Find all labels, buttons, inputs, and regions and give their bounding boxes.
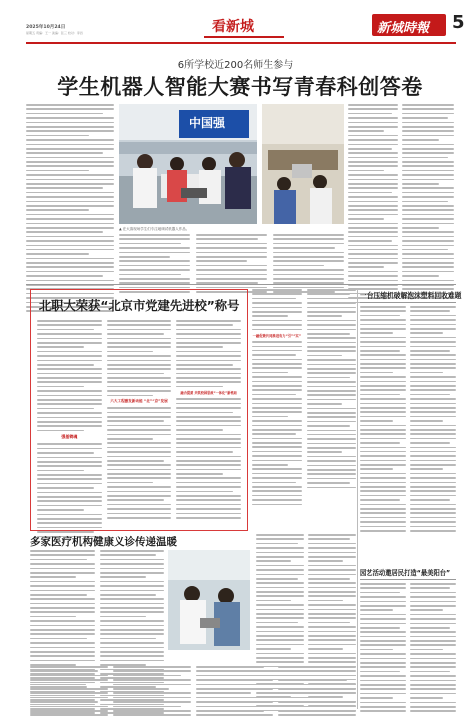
feature-continued [252, 289, 356, 529]
bottom-right-body [360, 583, 456, 715]
robot-competition-photo [119, 104, 257, 224]
bottom-left-headline: 多家医疗机构健康义诊传递温暖 [30, 536, 177, 548]
bottom-right-headline: 园艺活动邀居民打造“最美阳台” [360, 569, 451, 577]
feature-subhead-2: 六大工程激发新动能 “北”“京”发展 [110, 399, 168, 404]
feature-columns [37, 320, 241, 540]
feature-col-1 [37, 320, 102, 540]
bottom-left-photo [168, 550, 250, 650]
feature-subhead-4: 一融促兼共同推进有力“引”“实” [252, 334, 301, 339]
feature-subhead-3: 融合提质 共筑校园思政“一体化”新格局 [180, 391, 237, 396]
lead-headline: 学生机器人智能大赛书写青春科创答卷 [57, 75, 423, 99]
lead-photo-2 [262, 104, 344, 224]
lead-body-right-b [402, 104, 454, 306]
right-top-headline: 一台压缩机破解泡沫塑料回收难题 [360, 291, 462, 300]
feature-col-2 [107, 320, 172, 540]
bottom-left-lower [30, 666, 356, 719]
lead-body-mid [119, 234, 344, 295]
feature-subhead-1: 强基铸魂 [61, 434, 78, 440]
right-top-body [360, 306, 456, 534]
bottom-right-rule [360, 579, 456, 580]
feature-col-3 [176, 320, 241, 540]
page-number: 5 [452, 12, 465, 33]
right-top-rule [360, 302, 456, 303]
lead-photo [119, 104, 257, 224]
lead-kicker: 6所学校近200名师生参与 [177, 60, 294, 71]
paper-name: 新城時報 [377, 21, 430, 36]
classroom-photo [262, 104, 344, 224]
masthead [0, 0, 471, 46]
paper-logo [372, 14, 446, 36]
photo-banner-text: 中国强 [189, 116, 226, 130]
column-rule [357, 289, 358, 709]
section-underline [204, 36, 284, 38]
medical-clinic-photo [168, 550, 250, 650]
lead-body-right-a [348, 104, 398, 306]
lead-photo-caption: ▲ 在大赛现场学生们专注地调试机器人作品。 [119, 227, 190, 231]
feature-box [30, 289, 248, 531]
editor-line: 星期五 责编：王一 美编：张三 校对：李四 [26, 31, 83, 35]
feature-headline: 北职大荣获“北京市党建先进校”称号 [38, 298, 240, 313]
section-divider [26, 284, 456, 285]
masthead-rule [26, 42, 456, 44]
section-title: 看新城 [212, 19, 254, 35]
date-line: 2025年10月24日 [26, 25, 66, 30]
